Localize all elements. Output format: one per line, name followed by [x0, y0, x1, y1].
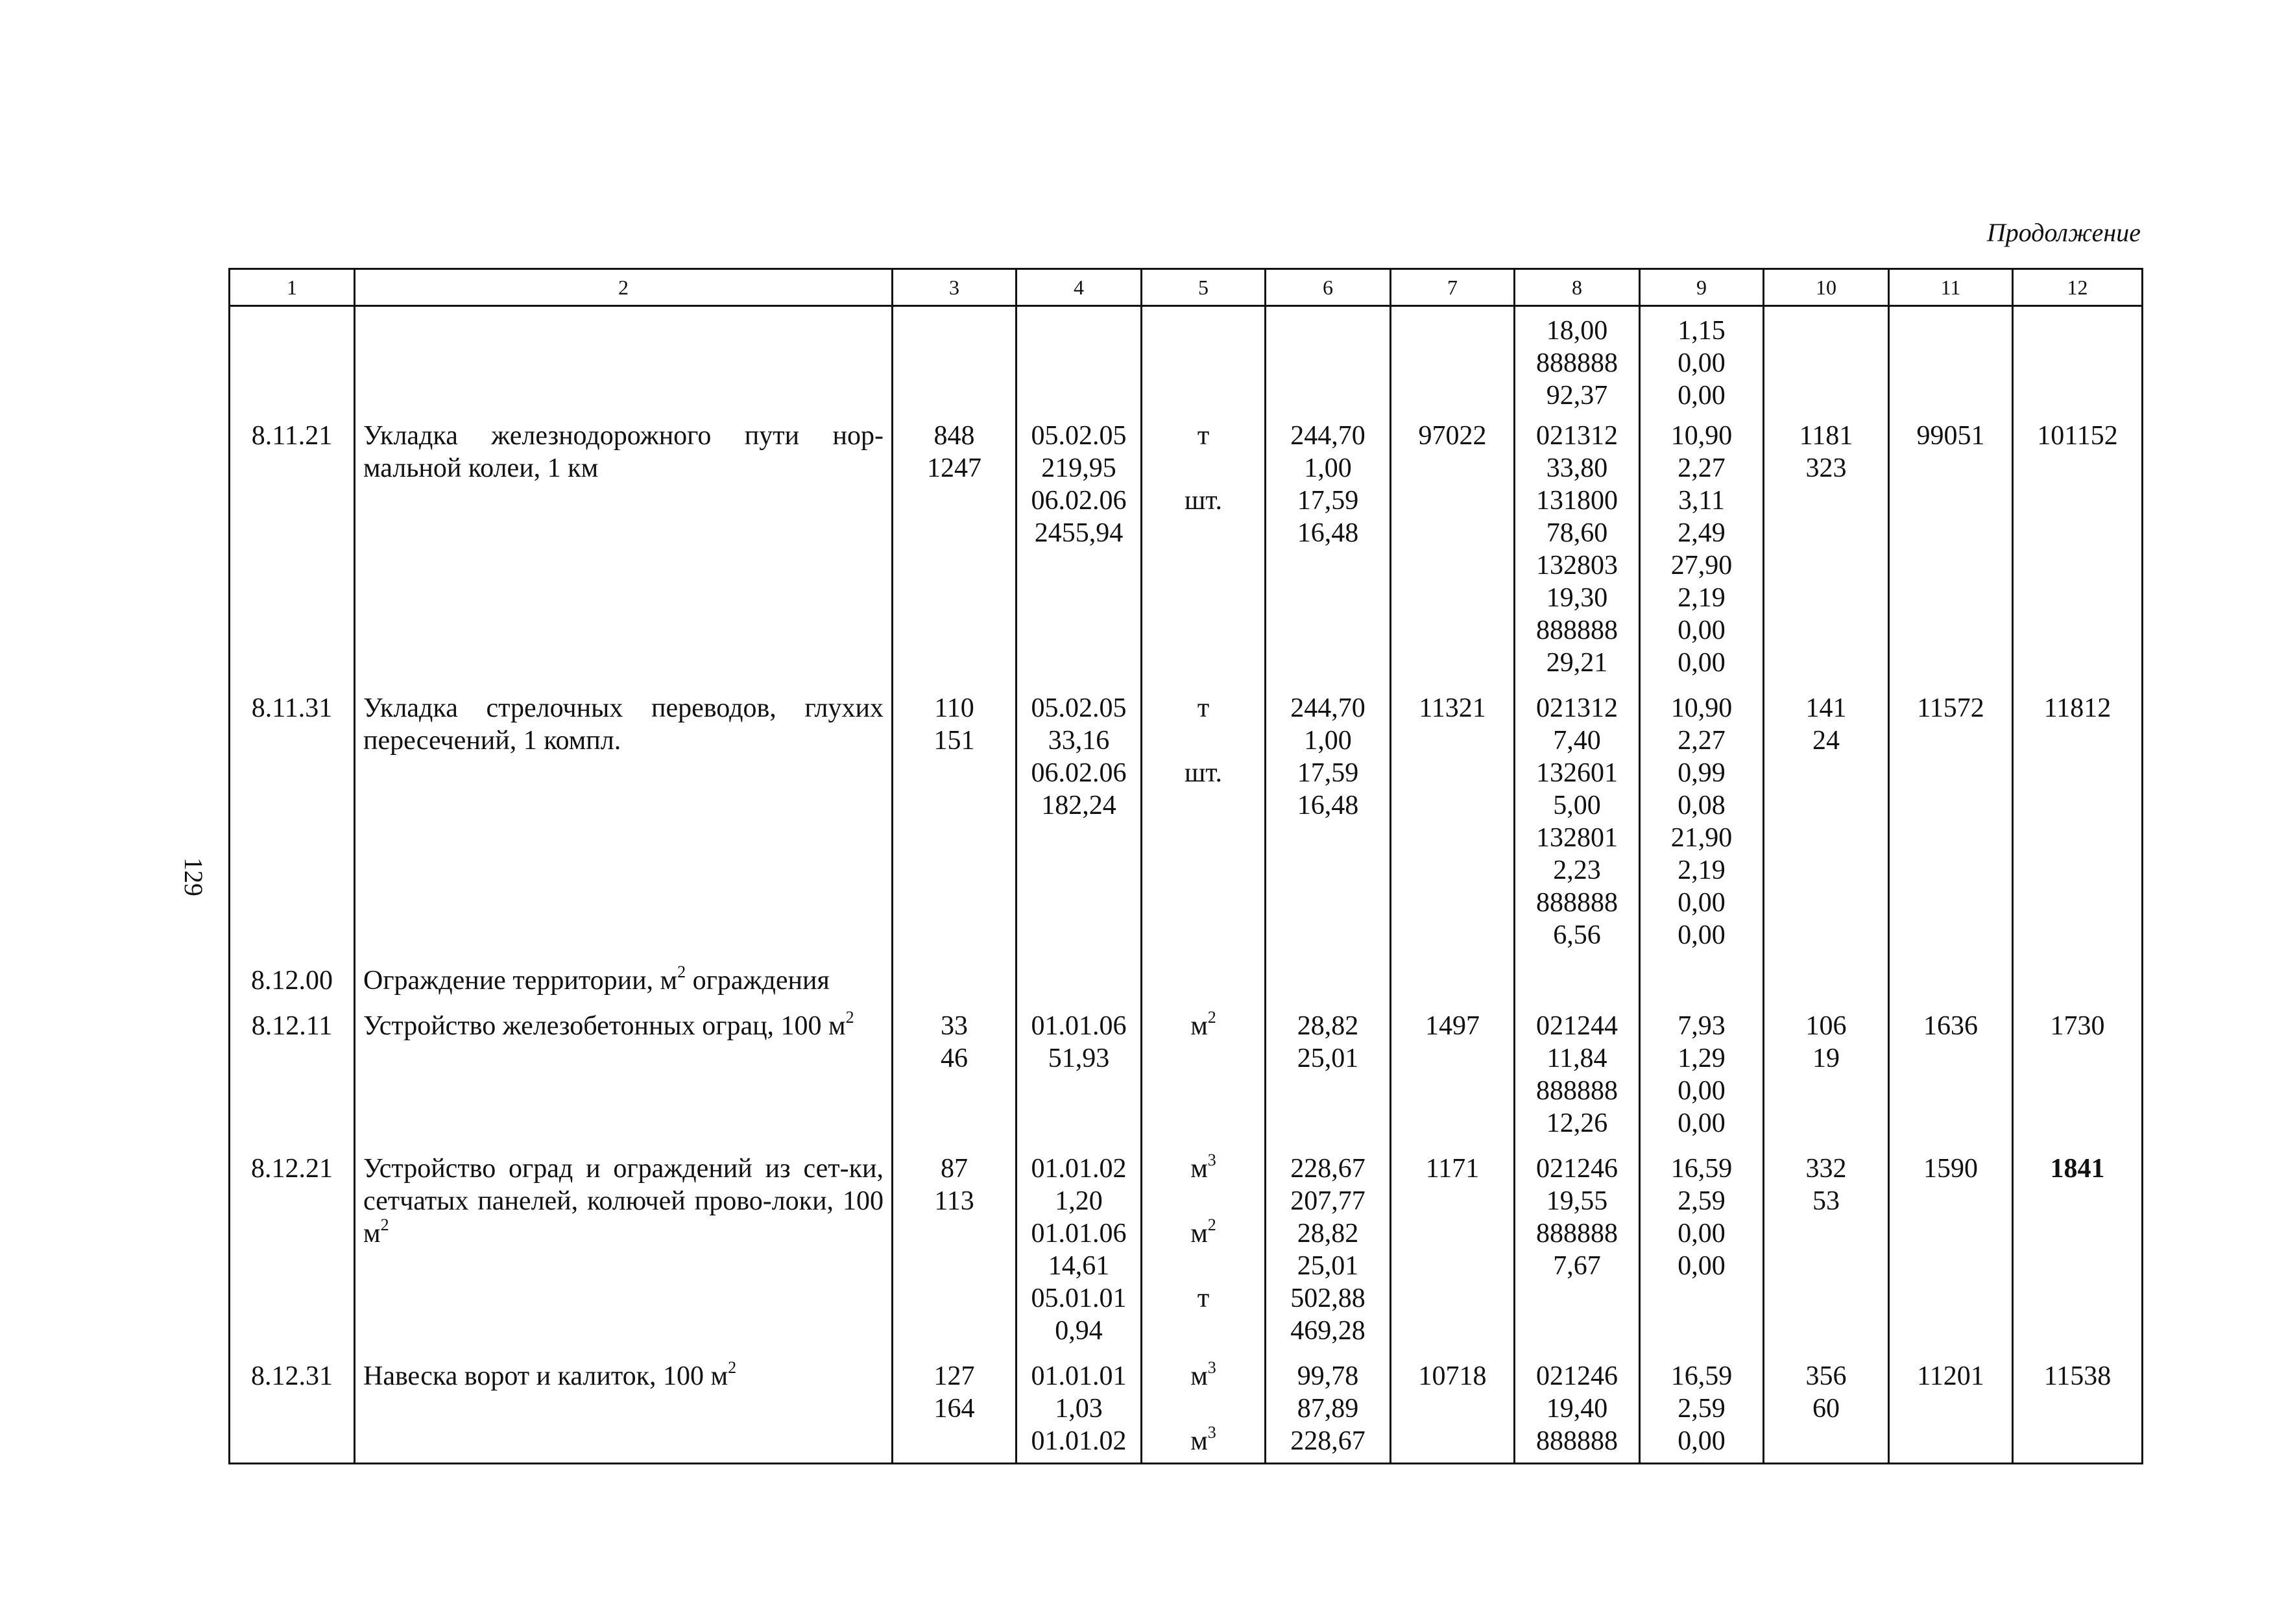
- row-code: 8.11.21: [230, 412, 355, 684]
- cell: 101152: [2013, 412, 2143, 684]
- cell: 1497: [1391, 1002, 1515, 1145]
- cell: 18,00 888888 92,37: [1515, 306, 1640, 412]
- column-header: 1: [230, 269, 355, 306]
- cell: [1764, 957, 1889, 1002]
- row-name: Укладка железнодорожного пути нор-мальной колеи, 1 км: [355, 412, 893, 684]
- cell: 110 151: [893, 684, 1017, 957]
- column-header: 8: [1515, 269, 1640, 306]
- cell: [1142, 957, 1266, 1002]
- column-header: 5: [1142, 269, 1266, 306]
- cell: [1391, 957, 1515, 1002]
- section-row: [230, 957, 2143, 1002]
- cell: 106 19: [1764, 1002, 1889, 1145]
- row-name: Укладка стрелочных переводов, глухих пересечений, 1 компл.: [355, 684, 893, 957]
- cell: [1889, 957, 2013, 1002]
- cell: [1017, 957, 1142, 1002]
- unit: $м^3$: [1190, 1151, 1216, 1184]
- cell: 1636: [1889, 1002, 2013, 1145]
- cell: 10,90 2,27 0,99 0,08 21,90 2,19 0,00 0,00: [1640, 684, 1764, 957]
- column-header: 12: [2013, 269, 2143, 306]
- cell: [1889, 306, 2013, 412]
- cell: [1764, 306, 1889, 412]
- column-header: 6: [1266, 269, 1391, 306]
- cell: 01.01.01 1,03 01.01.02: [1017, 1352, 1142, 1464]
- cell: т шт.: [1142, 684, 1266, 957]
- cell: 05.02.05 33,16 06.02.06 182,24: [1017, 684, 1142, 957]
- cell: 141 24: [1764, 684, 1889, 957]
- row-code: 8.12.00: [230, 957, 355, 1002]
- cell: 1730: [2013, 1002, 2143, 1145]
- cell: 1841: [2013, 1145, 2143, 1352]
- row-name: Устройство оград и ограждений из сет-ки, сетчатых панелей, колючей прово-локи, 100 $м^2$: [355, 1145, 893, 1352]
- cell: [1266, 957, 1391, 1002]
- table-row: [230, 412, 2143, 684]
- cell: 11201: [1889, 1352, 2013, 1464]
- cell: 10,90 2,27 3,11 2,49 27,90 2,19 0,00 0,00: [1640, 412, 1764, 684]
- row-code: [230, 306, 355, 412]
- cell: [1142, 1352, 1266, 1464]
- table-row: [230, 1145, 2143, 1352]
- continuation-label: Продолжение: [1986, 218, 2141, 247]
- column-header: 11: [1889, 269, 2013, 306]
- table-row: [230, 684, 2143, 957]
- cell: 021312 33,80 131800 78,60 132803 19,30 888888 29,21: [1515, 412, 1640, 684]
- cell: 127 164: [893, 1352, 1017, 1464]
- cell: 1590: [1889, 1145, 2013, 1352]
- row-code: 8.12.31: [230, 1352, 355, 1464]
- row-code: 8.12.21: [230, 1145, 355, 1352]
- unit: $м^3$: [1190, 1358, 1216, 1391]
- cell: 1,15 0,00 0,00: [1640, 306, 1764, 412]
- table-row: [230, 306, 2143, 412]
- table-row: [230, 1002, 2143, 1145]
- cell: 244,70 1,00 17,59 16,48: [1266, 412, 1391, 684]
- cell: 11538: [2013, 1352, 2143, 1464]
- cell: [893, 957, 1017, 1002]
- cell: [893, 306, 1017, 412]
- column-header: 10: [1764, 269, 1889, 306]
- cell: [1515, 957, 1640, 1002]
- cell: 16,59 2,59 0,00 0,00: [1640, 1145, 1764, 1352]
- row-name: Ограждение территории, $м^2$ ограждения: [355, 957, 893, 1002]
- cell: 332 53: [1764, 1145, 1889, 1352]
- cell: 021246 19,55 888888 7,67: [1515, 1145, 1640, 1352]
- estimate-table: [228, 268, 2143, 1464]
- cell: 87 113: [893, 1145, 1017, 1352]
- cell: [1640, 957, 1764, 1002]
- cell: 11572: [1889, 684, 2013, 957]
- cell: т шт.: [1142, 412, 1266, 684]
- cell: 16,59 2,59 0,00: [1640, 1352, 1764, 1464]
- page-number: 129: [179, 857, 208, 896]
- cell: 10718: [1391, 1352, 1515, 1464]
- cell: 244,70 1,00 17,59 16,48: [1266, 684, 1391, 957]
- column-header: 4: [1017, 269, 1142, 306]
- cell: 01.01.02 1,20 01.01.06 14,61 05.01.01 0,94: [1017, 1145, 1142, 1352]
- column-header: 3: [893, 269, 1017, 306]
- cell: 228,67 207,77 28,82 25,01 502,88 469,28: [1266, 1145, 1391, 1352]
- column-header: 2: [355, 269, 893, 306]
- column-number-row: [230, 269, 2143, 306]
- cell: [1266, 306, 1391, 412]
- column-header: 7: [1391, 269, 1515, 306]
- row-name: Навеска ворот и калиток, 100 $м^2$: [355, 1352, 893, 1464]
- row-code: 8.11.31: [230, 684, 355, 957]
- row-name: [355, 306, 893, 412]
- cell: 01.01.06 51,93: [1017, 1002, 1142, 1145]
- cell: 28,82 25,01: [1266, 1002, 1391, 1145]
- cell: [2013, 306, 2143, 412]
- cell: 99,78 87,89 228,67: [1266, 1352, 1391, 1464]
- table-row: [230, 1352, 2143, 1464]
- cell: 05.02.05 219,95 06.02.06 2455,94: [1017, 412, 1142, 684]
- cell: [2013, 957, 2143, 1002]
- cell: [1142, 306, 1266, 412]
- cell: 97022: [1391, 412, 1515, 684]
- unit: $м^2$: [1190, 1215, 1216, 1248]
- cell: [1142, 1145, 1266, 1352]
- cell: 33 46: [893, 1002, 1017, 1145]
- cell: [1391, 306, 1515, 412]
- unit: $м^3$: [1190, 1423, 1216, 1456]
- column-header: 9: [1640, 269, 1764, 306]
- cell: 021244 11,84 888888 12,26: [1515, 1002, 1640, 1145]
- cell: 848 1247: [893, 412, 1017, 684]
- cell: 11812: [2013, 684, 2143, 957]
- row-name: Устройство железобетонных ограц, 100 $м^2$: [355, 1002, 893, 1145]
- cell: 1181 323: [1764, 412, 1889, 684]
- cell: 021246 19,40 888888: [1515, 1352, 1640, 1464]
- cell: 11321: [1391, 684, 1515, 957]
- cell: [1017, 306, 1142, 412]
- cell: 021312 7,40 132601 5,00 132801 2,23 888888 6,56: [1515, 684, 1640, 957]
- cell: 99051: [1889, 412, 2013, 684]
- cell: 1171: [1391, 1145, 1515, 1352]
- cell: 7,93 1,29 0,00 0,00: [1640, 1002, 1764, 1145]
- cell: $м^2$: [1142, 1002, 1266, 1145]
- unit: т: [1197, 1284, 1210, 1313]
- cell: 356 60: [1764, 1352, 1889, 1464]
- row-code: 8.12.11: [230, 1002, 355, 1145]
